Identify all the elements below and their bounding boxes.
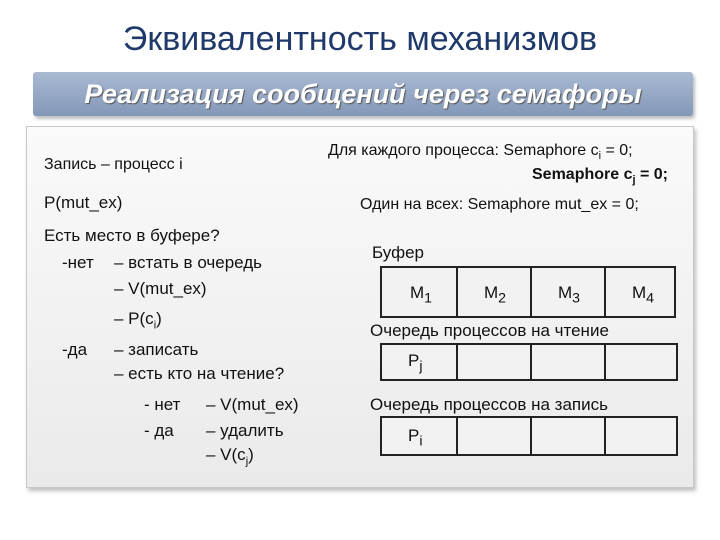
read-queue-label: Очередь процессов на чтение (370, 321, 609, 340)
yes-action-write: – записать (114, 340, 199, 359)
write-queue-cell (604, 418, 678, 454)
space-question: Есть место в буфере? (44, 226, 220, 245)
buffer-cell-label: $M_1$ (410, 283, 433, 307)
branch-yes: -да (62, 340, 88, 359)
read-queue-cell (530, 345, 604, 379)
no-action-enqueue: – встать в очередь (114, 253, 263, 272)
no-action-v-mutex: – V(mut_ex) (114, 279, 207, 298)
inner-branch-no: - нет (144, 395, 181, 414)
branch-no: -нет (62, 253, 94, 272)
p-mutex-step: P(mut_ex) (44, 193, 123, 212)
shared-semaphore: Один на всех: Semaphore mut_ex = 0; (360, 196, 639, 213)
read-queue-cell (456, 345, 530, 379)
write-queue-first-process: $P_i$ (408, 426, 423, 450)
subtitle-text: Реализация сообщений через семафоры (84, 79, 642, 109)
write-queue-label: Очередь процессов на запись (370, 395, 608, 414)
write-queue-cell (530, 418, 604, 454)
per-process-semaphore: Для каждого процесса: Semaphore $c_i = 0$; (328, 142, 633, 163)
yes-action-check-readers: – есть кто на чтение? (114, 364, 285, 383)
no-action-p-ci: – $P(c_i)$ (114, 309, 162, 332)
read-queue-first-process: $P_j$ (408, 351, 423, 375)
read-queue-cell (604, 345, 678, 379)
writer-label: Запись – процесс i (44, 156, 183, 173)
per-process-semaphore-j: Semaphore $c_j = 0$; (532, 166, 669, 187)
buffer-cell-label: $M_3$ (558, 283, 581, 307)
slide-title: Эквивалентность механизмов (122, 20, 598, 58)
read-queue-box (380, 343, 678, 381)
buffer-cell-label: $M_4$ (632, 283, 655, 307)
write-queue-box (380, 416, 678, 456)
inner-no-action: – V(mut_ex) (206, 395, 299, 414)
inner-yes-action-remove: – удалить (206, 421, 284, 440)
buffer-box (380, 266, 676, 318)
buffer-cell-label: $M_2$ (484, 283, 507, 307)
buffer-label: Буфер (372, 243, 424, 262)
inner-branch-yes: - да (144, 421, 174, 440)
write-queue-cell (456, 418, 530, 454)
subtitle-bar (33, 72, 693, 116)
inner-yes-action-v-cj: – $V(c_j)$ (206, 445, 254, 468)
